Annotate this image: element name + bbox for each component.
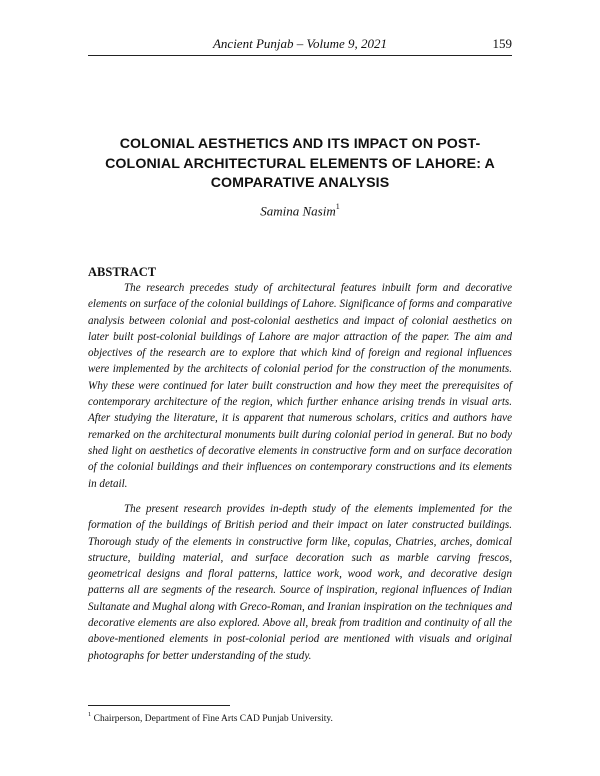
footnote-text: Chairperson, Department of Fine Arts CAD Punjab University. [93,714,333,725]
page-number: 159 [492,36,512,51]
running-head: Ancient Punjab – Volume 9, 2021 [212,36,388,51]
footnote-mark: 1 [88,711,92,718]
title-line-1: COLONIAL AESTHETICS AND ITS IMPACT ON POST- [119,136,481,152]
author-name: Samina Nasim [260,203,336,219]
header-rule [88,55,512,56]
footnote-rule [88,705,230,706]
abstract-paragraph-1: The research precedes study of architectural features inbuilt form and decorative elements on surface of the colonial buildings of Lahore. Significance of forms and comparative analysis between colonial and post-colonial aesthetics and impact of colonial aesthetics on later built post-colonial buildings of Lahore are major attraction of the paper. The aim and objectives of the research are to explore that which kind of foreign and regional influences were implemented by the architects of colonial period for the construction of the monuments. Why these were continued for later built construction and how they meet the prerequisites of contemporary architecture of the region, which further enhance arising trends in visual arts. After studying the literature, it is apparent that numerous scholars, critics and authors have remarked on the architectural monuments built during colonial period in general. But no body shed light on aesthetics of decorative elements in constructive form and on surface decoration of the colonial buildings and their influences on contemporary constructions and its elements in detail. [88,282,512,490]
title-line-3: COMPARATIVE ANALYSIS [210,175,390,191]
paper-title [96,135,504,194]
page-header [88,36,512,52]
abstract-heading: ABSTRACT [88,265,157,279]
title-line-2: COLONIAL ARCHITECTURAL ELEMENTS OF LAHORE: A [105,155,495,172]
footnote [88,712,512,724]
abstract-paragraph-2: The present research provides in-depth study of the elements implemented for the formation of the buildings of British period and their impact on later constructed buildings. Thorough study of the elements in constructive form like, copulas, Chatries, arches, domical structure, building material, and surface decoration such as marble carving frescos, geometrical designs and floral patterns, lattice work, wood work, and decorative design patterns all are segments of the research. Source of inspiration, regional influences of Indian Sultanate and Mughal along with Greco-Roman, and Iranian inspiration on the techniques and decorative elements are also explored. Above all, break from tradition and continuity of all the above-mentioned elements in post-colonial period are mentioned with visuals and original photographs for better understanding of the study. [88,503,512,662]
author-footnote-mark[interactable]: 1 [335,202,340,211]
author-line [0,203,600,219]
